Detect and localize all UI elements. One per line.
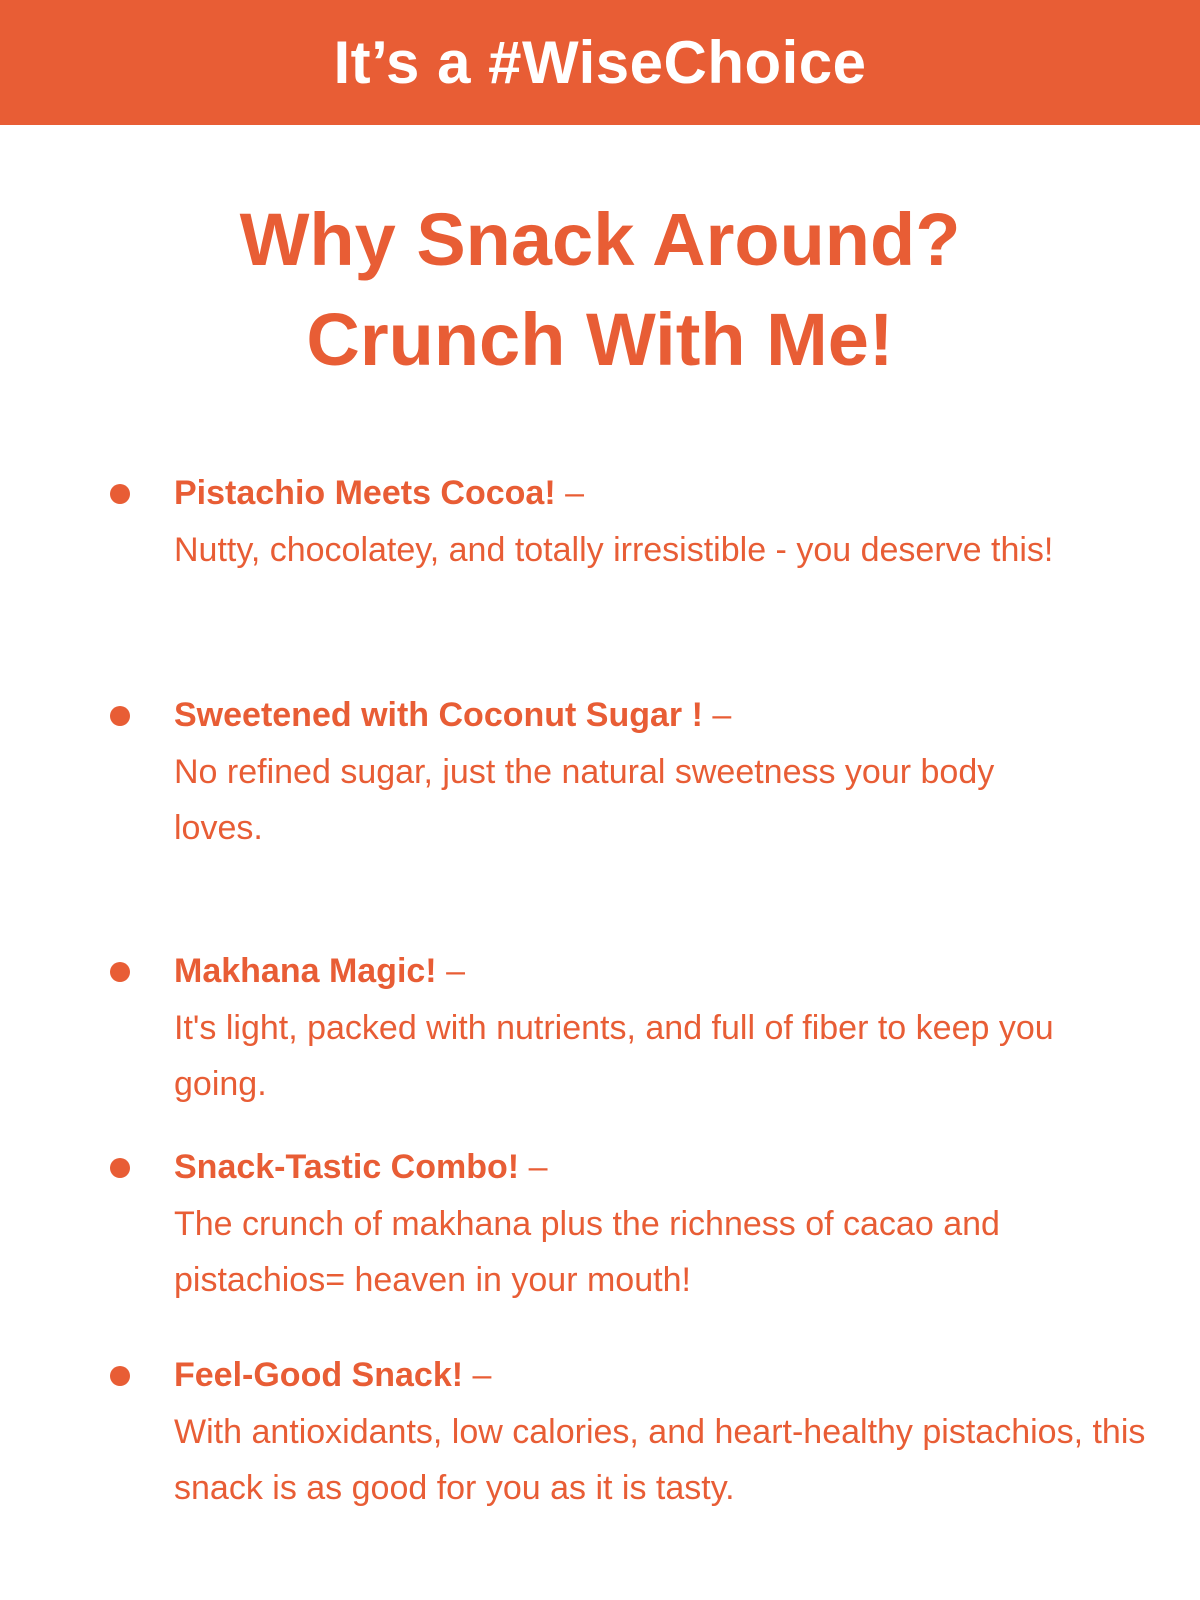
benefit-description: Nutty, chocolatey, and totally irresistible - you deserve this! — [174, 531, 1054, 569]
benefit-title — [174, 468, 584, 518]
dash-separator: – — [446, 952, 465, 990]
benefit-description: With antioxidants, low calories, and heart-healthy pistachios, this snack is as good for you as it is tasty. — [174, 1413, 1146, 1507]
banner-title: It’s a #WiseChoice — [333, 29, 867, 96]
bullet-icon — [110, 484, 130, 504]
dash-separator: – — [472, 1356, 492, 1394]
headline-line-2: Crunch With Me! — [306, 298, 894, 381]
dash-separator: – — [712, 696, 732, 734]
benefit-title — [174, 690, 731, 740]
benefit-title-text: Pistachio Meets Cocoa! — [174, 474, 556, 512]
dash-separator: – — [565, 474, 585, 512]
benefit-description: It's light, packed with nutrients, and full of fiber to keep you going. — [174, 1009, 1054, 1103]
bullet-icon — [110, 962, 130, 982]
benefit-title-text: Feel-Good Snack! — [174, 1356, 464, 1394]
benefit-title-text: Sweetened with Coconut Sugar ! — [174, 696, 703, 734]
benefit-title — [174, 1142, 547, 1192]
benefit-title-text: Snack-Tastic Combo! — [174, 1148, 520, 1186]
benefit-title-text: Makhana Magic! — [174, 952, 437, 990]
benefit-title — [174, 946, 465, 996]
header-banner — [0, 0, 1200, 125]
bullet-icon — [110, 1158, 130, 1178]
headline-line-1: Why Snack Around? — [239, 198, 961, 281]
bullet-icon — [110, 1366, 130, 1386]
benefit-description: The crunch of makhana plus the richness of cacao and pistachios= heaven in your mouth! — [174, 1205, 1000, 1299]
benefit-title — [174, 1350, 491, 1400]
benefit-description: No refined sugar, just the natural sweetness your body loves. — [174, 753, 995, 847]
dash-separator: – — [528, 1148, 548, 1186]
bullet-icon — [110, 706, 130, 726]
page-headline — [0, 190, 1200, 390]
